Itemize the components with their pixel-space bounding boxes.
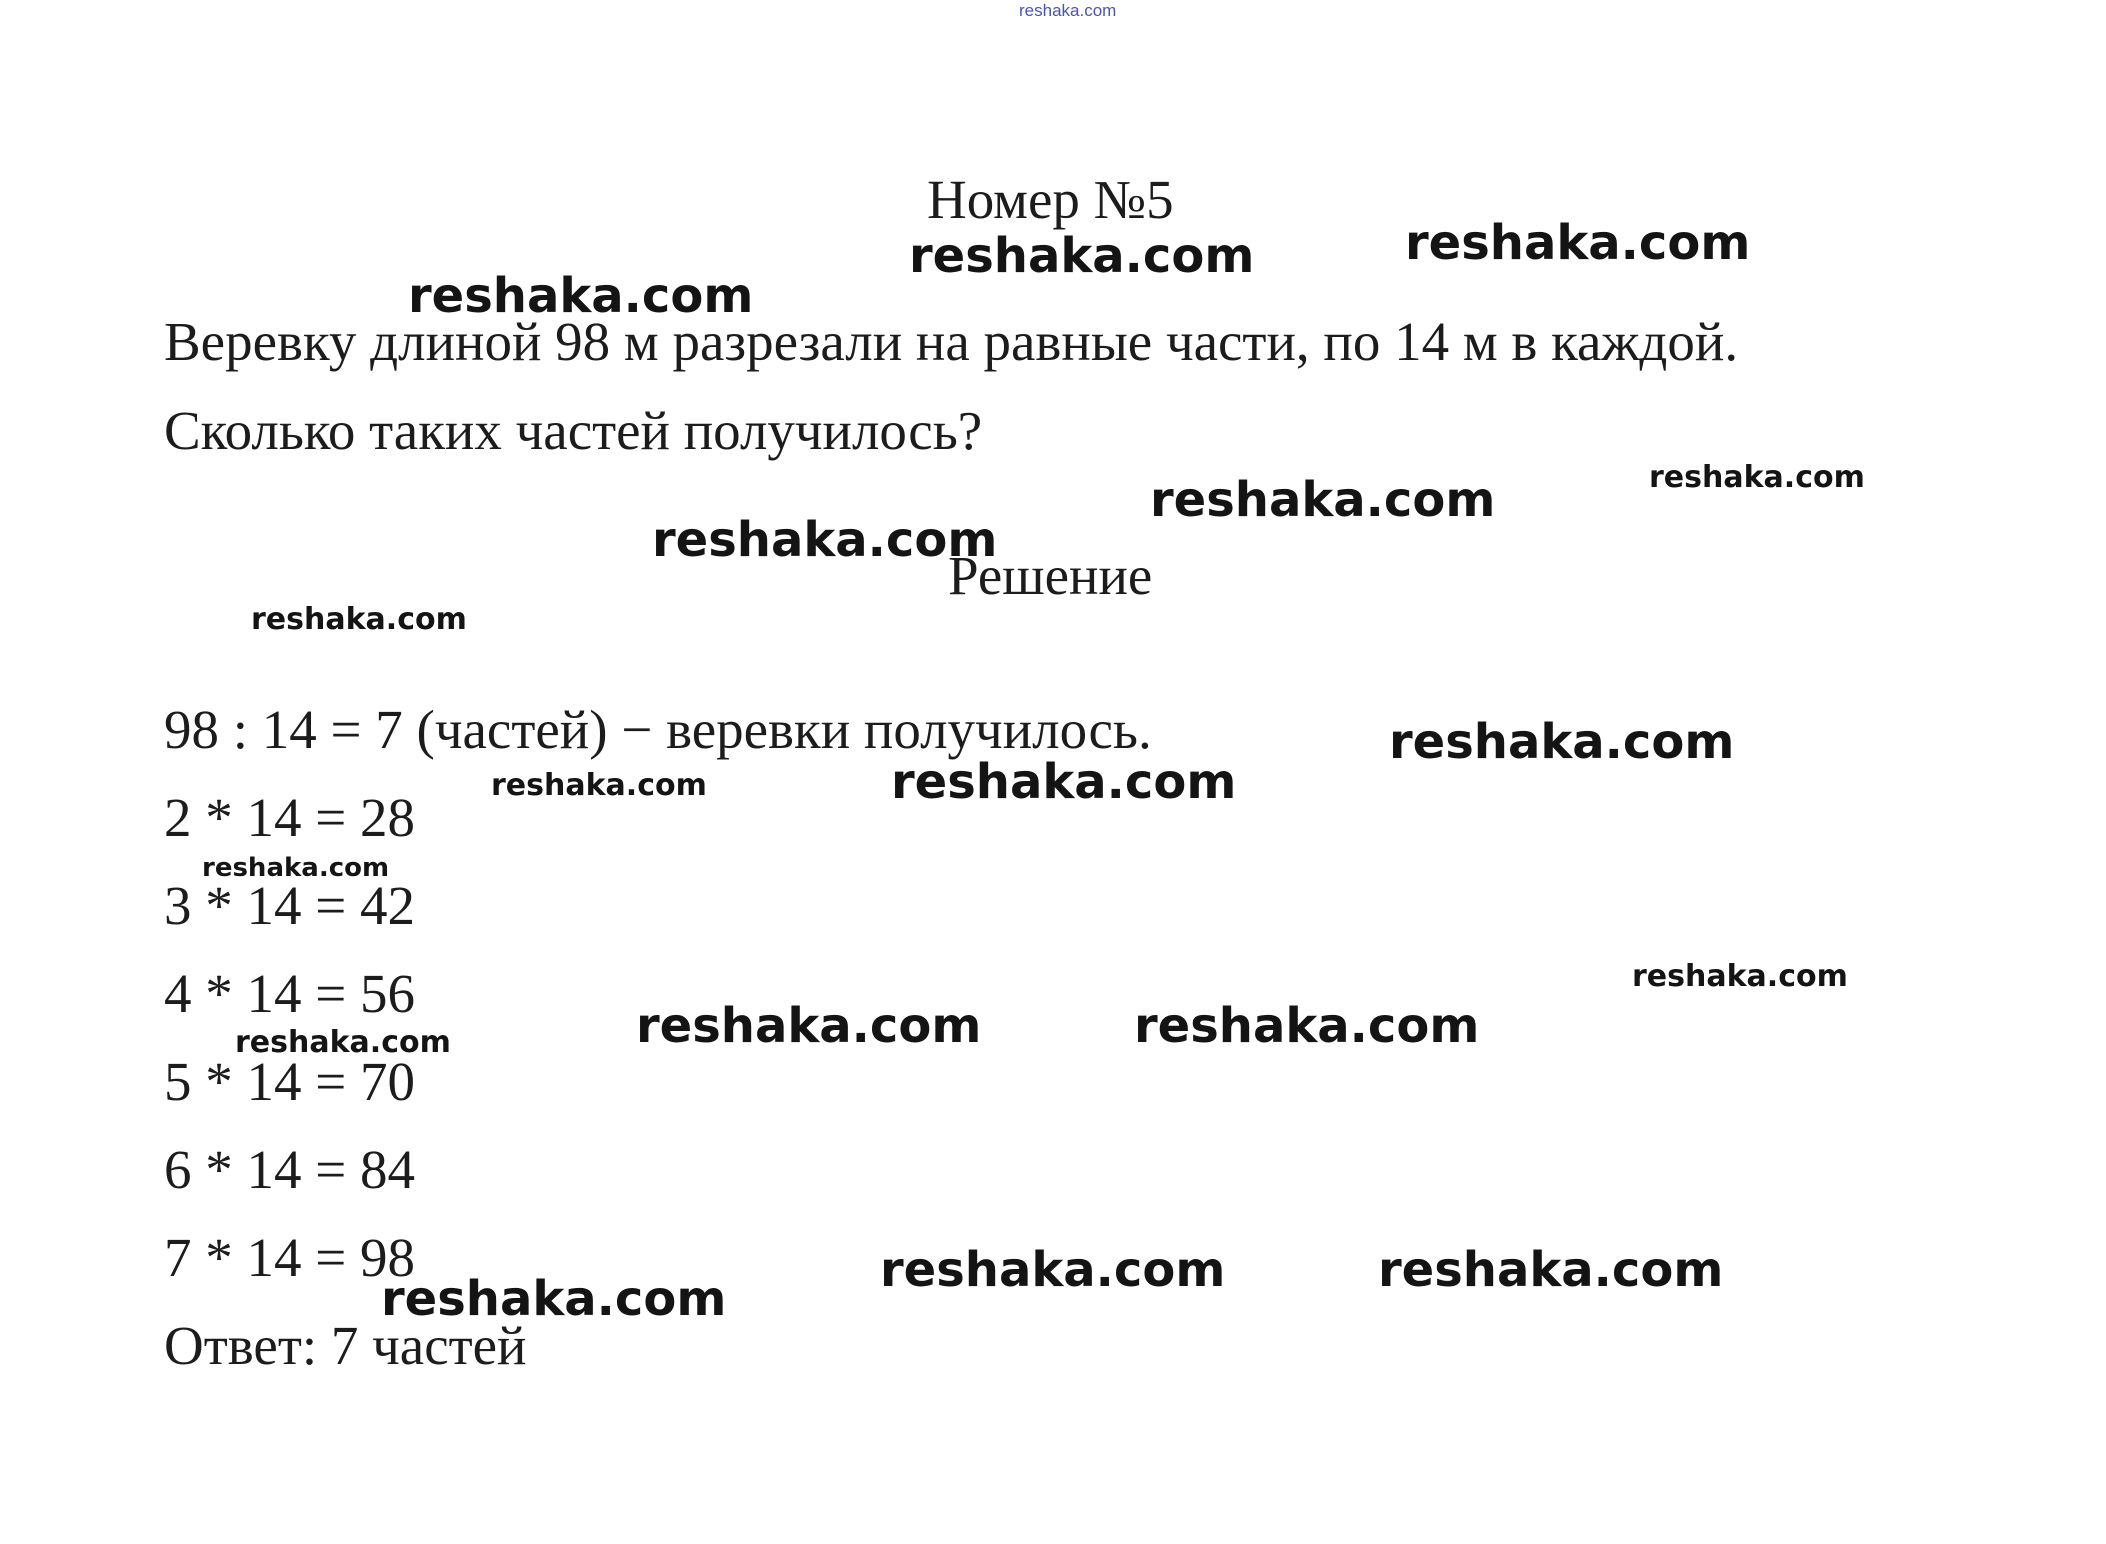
- page-title: Номер №5: [927, 169, 1174, 230]
- watermark: reshaka.com: [251, 602, 467, 637]
- watermark: reshaka.com: [1632, 959, 1848, 994]
- answer-line: Ответ: 7 частей: [164, 1315, 527, 1376]
- watermark: reshaka.com: [381, 1271, 727, 1327]
- watermark: reshaka.com: [1150, 472, 1496, 528]
- watermark: reshaka.com: [891, 754, 1237, 810]
- solution-line: 4 * 14 = 56: [164, 963, 416, 1024]
- solution-line: 2 * 14 = 28: [164, 787, 416, 848]
- problem-line-2: Сколько таких частей получилось?: [164, 400, 983, 461]
- problem-line-1: Веревку длиной 98 м разрезали на равные части, по 14 м в каждой.: [164, 311, 1739, 372]
- solution-line: 6 * 14 = 84: [164, 1139, 416, 1200]
- watermark: reshaka.com: [652, 512, 998, 568]
- solution-heading: Решение: [948, 545, 1153, 606]
- watermark: reshaka.com: [1134, 998, 1480, 1054]
- watermark: reshaka.com: [909, 228, 1255, 284]
- watermark: reshaka.com: [202, 853, 390, 883]
- watermark: reshaka.com: [880, 1242, 1226, 1298]
- watermark: reshaka.com: [491, 768, 707, 803]
- watermark: reshaka.com: [1389, 714, 1735, 770]
- watermark: reshaka.com: [636, 998, 982, 1054]
- watermark: reshaka.com: [1649, 460, 1865, 495]
- header-watermark: reshaka.com: [1019, 1, 1117, 20]
- solution-line: 5 * 14 = 70: [164, 1051, 416, 1112]
- watermark: reshaka.com: [408, 268, 754, 324]
- solution-line: 7 * 14 = 98: [164, 1227, 416, 1288]
- watermark: reshaka.com: [1405, 215, 1751, 271]
- watermark: reshaka.com: [1378, 1242, 1724, 1298]
- solution-line: 98 : 14 = 7 (частей) − веревки получилось.: [164, 699, 1152, 760]
- solution-line: 3 * 14 = 42: [164, 875, 416, 936]
- watermark: reshaka.com: [235, 1025, 451, 1060]
